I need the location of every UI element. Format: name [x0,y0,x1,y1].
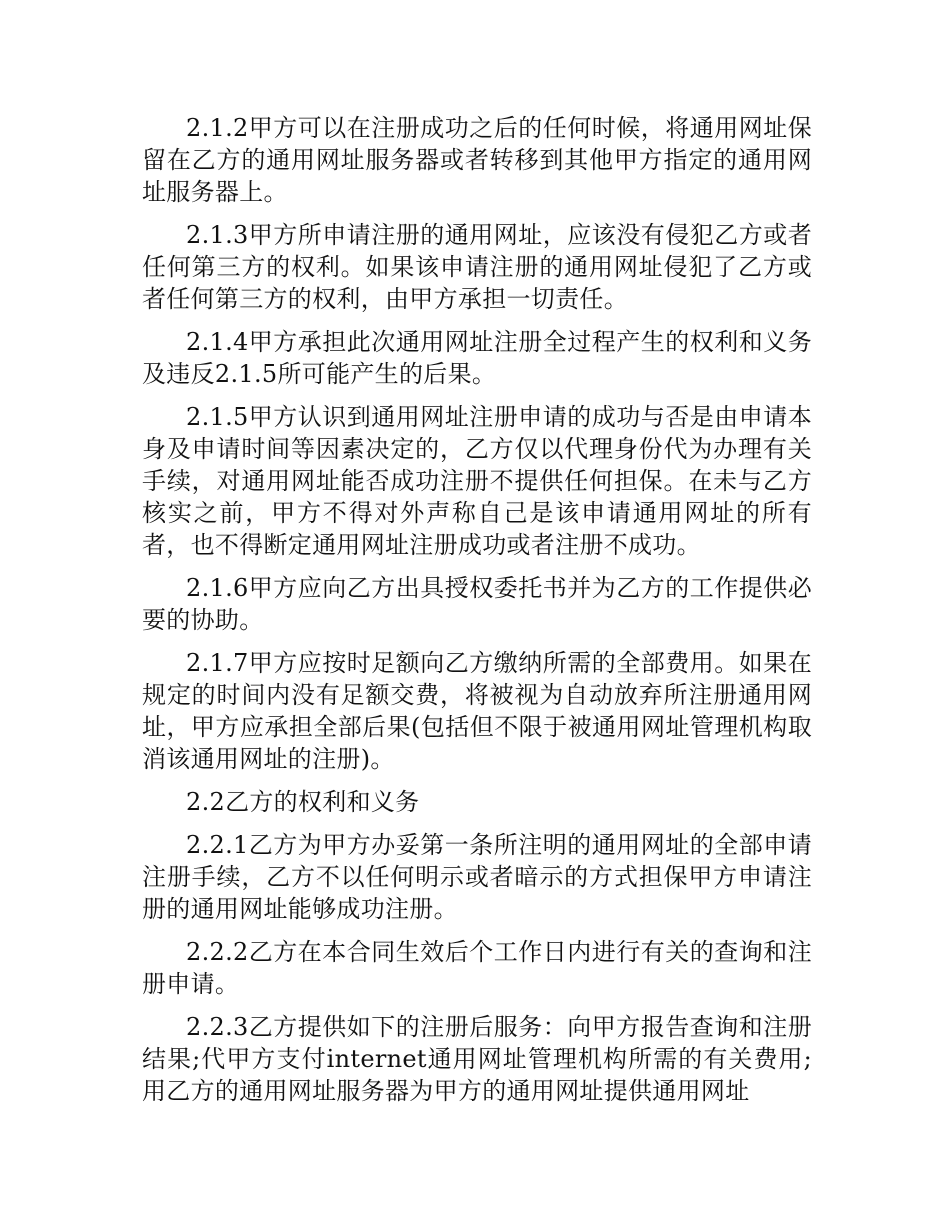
clause-2-1-3: 2.1.3甲方所申请注册的通用网址，应该没有侵犯乙方或者任何第三方的权利。如果该申请注册的通用网址侵犯了乙方或者任何第三方的权利，由甲方承担一切责任。 [142,221,812,313]
section-heading-2-2: 2.2乙方的权利和义务 [186,788,420,816]
clause-2-2-2: 2.2.2乙方在本合同生效后个工作日内进行有关的查询和注册申请。 [142,938,812,998]
document-page [142,112,812,1118]
clause-2-1-5: 2.1.5甲方认识到通用网址注册申请的成功与否是由申请本身及申请时间等因素决定的，乙方仅以代理身份代为办理有关手续，对通用网址能否成功注册不提供任何担保。在未与乙方核实之前，甲方不得对外声称自己是该申请通用网址的所有者，也不得断定通用网址注册成功或者注册不成功。 [142,403,812,559]
clause-2-1-6: 2.1.6甲方应向乙方出具授权委托书并为乙方的工作提供必要的协助。 [142,574,812,634]
clause-2-1-4: 2.1.4甲方承担此次通用网址注册全过程产生的权利和义务及违反2.1.5所可能产生的后果。 [142,328,812,388]
clause-2-1-2: 2.1.2甲方可以在注册成功之后的任何时候，将通用网址保留在乙方的通用网址服务器或者转移到其他甲方指定的通用网址服务器上。 [142,114,812,206]
clause-2-2-3: 2.2.3乙方提供如下的注册后服务：向甲方报告查询和注册结果;代甲方支付internet通用网址管理机构所需的有关费用;用乙方的通用网址服务器为甲方的通用网址提供通用网址 [142,1013,812,1105]
clause-2-2-1: 2.2.1乙方为甲方办妥第一条所注明的通用网址的全部申请注册手续，乙方不以任何明示或者暗示的方式担保甲方申请注册的通用网址能够成功注册。 [142,831,812,923]
clause-2-1-7: 2.1.7甲方应按时足额向乙方缴纳所需的全部费用。如果在规定的时间内没有足额交费，将被视为自动放弃所注册通用网址，甲方应承担全部后果(包括但不限于被通用网址管理机构取消该通用网址的注册)。 [142,649,812,773]
